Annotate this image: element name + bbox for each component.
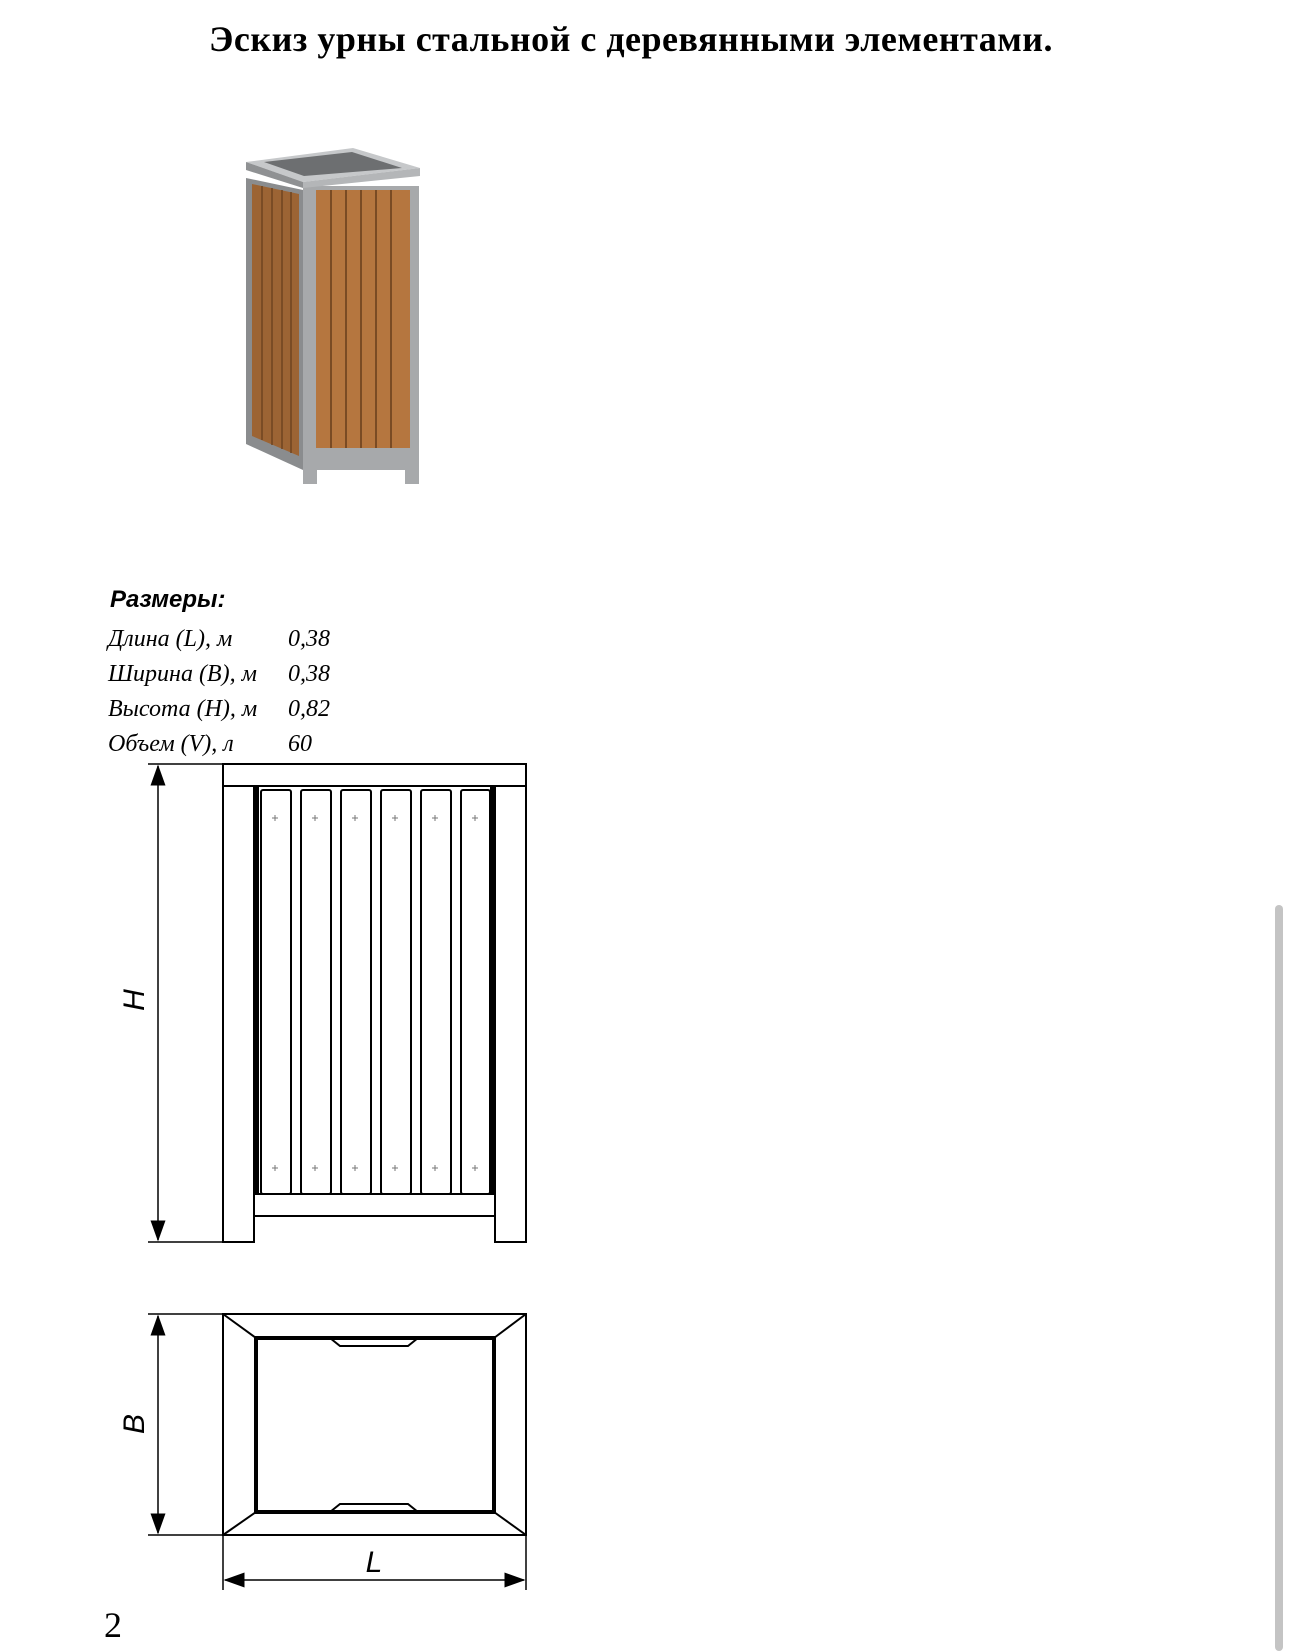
top-view (223, 1314, 526, 1535)
length-label: L (365, 1546, 383, 1579)
height-label: H (118, 989, 151, 1011)
dimension-value: 0,38 (288, 661, 330, 687)
scrollbar[interactable] (1275, 905, 1283, 1651)
dimension-value: 0,82 (288, 696, 330, 722)
dimension-label: Ширина (B), м (108, 661, 257, 687)
dimension-label: Длина (L), м (108, 626, 233, 652)
dimension-value: 60 (288, 731, 312, 757)
dimensions-heading: Размеры: (110, 586, 226, 613)
front-view (223, 764, 526, 1242)
dimension-label: Высота (H), м (108, 696, 258, 722)
height-dimension (148, 764, 223, 1242)
slat-screws (272, 815, 478, 1171)
width-dimension (148, 1314, 223, 1535)
dimension-value: 0,38 (288, 626, 330, 652)
width-label: B (118, 1413, 151, 1435)
document-title: Эскиз урны стальной с деревянными элементами. (208, 19, 1054, 59)
dimension-label: Объем (V), л (108, 731, 234, 757)
page-number: 2 (104, 1605, 122, 1645)
